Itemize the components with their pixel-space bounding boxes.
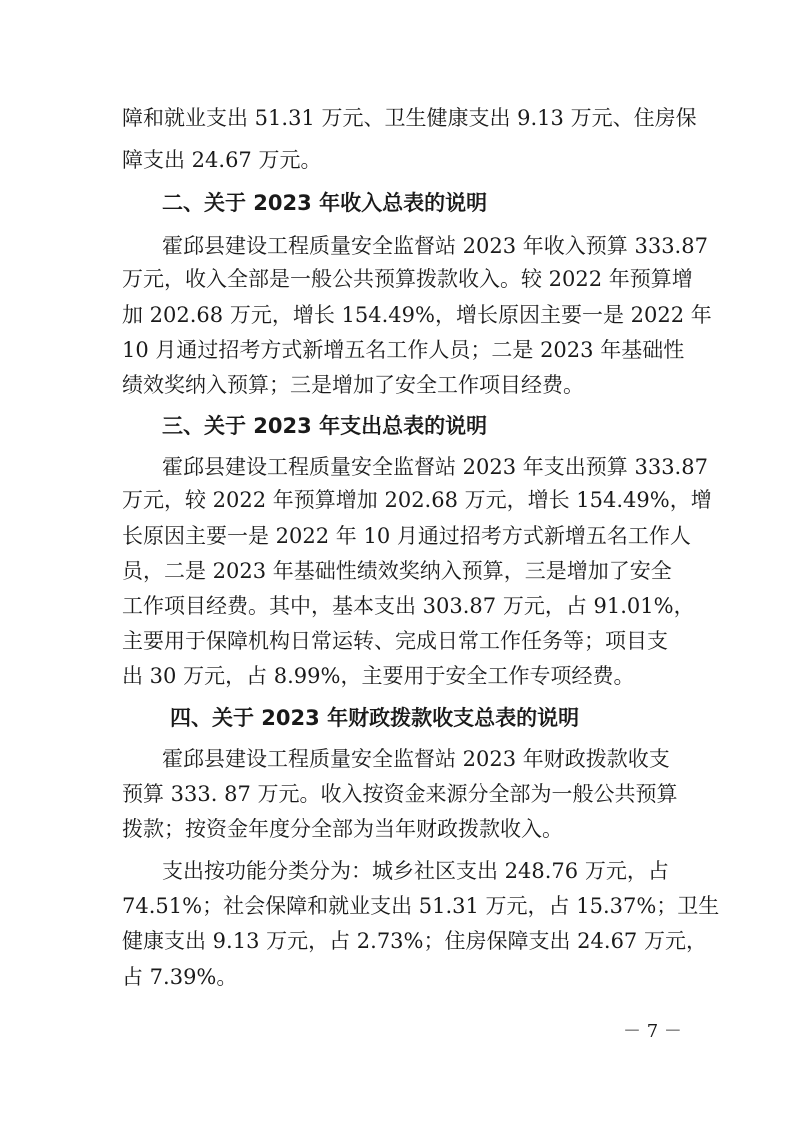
- body-text-line: 主要用于保障机构日常运转、完成日常工作任务等；项目支: [122, 629, 668, 653]
- body-text-line: 绩效奖纳入预算；三是增加了安全工作项目经费。: [122, 373, 584, 397]
- body-text-line: 74.51%；社会保障和就业支出 51.31 万元，占 15.37%；卫生: [122, 894, 720, 918]
- body-text-line: 长原因主要一是 2022 年 10 月通过招考方式新增五名工作人: [122, 524, 691, 548]
- body-text-line: 工作项目经费。其中，基本支出 303.87 万元，占 91.01%，: [122, 594, 695, 618]
- body-text-line: 障支出 24.67 万元。: [122, 148, 322, 172]
- body-text-line: 霍邱县建设工程质量安全监督站 2023 年支出预算 333.87: [162, 455, 708, 479]
- body-text-line: 障和就业支出 51.31 万元、卫生健康支出 9.13 万元、住房保: [122, 106, 697, 130]
- body-text-line: 员，二是 2023 年基础性绩效奖纳入预算，三是增加了安全: [122, 559, 672, 583]
- body-text-line: 占 7.39%。: [122, 965, 238, 989]
- body-text-line: 霍邱县建设工程质量安全监督站 2023 年收入预算 333.87: [162, 234, 708, 258]
- section-heading-expenditure: 三、关于 2023 年支出总表的说明: [162, 414, 488, 438]
- body-text-line: 支出按功能分类分为：城乡社区支出 248.76 万元，占: [162, 859, 669, 883]
- section-heading-fiscal-appropriation: 四、关于 2023 年财政拨款收支总表的说明: [170, 706, 580, 730]
- body-text-line: 霍邱县建设工程质量安全监督站 2023 年财政拨款收支: [162, 747, 670, 771]
- body-text-line: 加 202.68 万元，增长 154.49%，增长原因主要一是 2022 年: [122, 303, 712, 327]
- page-number: － 7 －: [623, 1021, 682, 1042]
- body-text-line: 健康支出 9.13 万元，占 2.73%；住房保障支出 24.67 万元，: [122, 929, 707, 953]
- body-text-line: 出 30 万元，占 8.99%，主要用于安全工作专项经费。: [122, 664, 635, 688]
- body-text-line: 万元，较 2022 年预算增加 202.68 万元，增长 154.49%，增: [122, 488, 712, 512]
- section-heading-income: 二、关于 2023 年收入总表的说明: [162, 191, 488, 215]
- body-text-line: 10 月通过招考方式新增五名工作人员；二是 2023 年基础性: [122, 338, 685, 362]
- body-text-line: 预算 333. 87 万元。收入按资金来源分全部为一般公共预算: [122, 782, 678, 806]
- body-text-line: 万元，收入全部是一般公共预算拨款收入。较 2022 年预算增: [122, 267, 693, 291]
- body-text-line: 拨款；按资金年度分全部为当年财政拨款收入。: [122, 817, 563, 841]
